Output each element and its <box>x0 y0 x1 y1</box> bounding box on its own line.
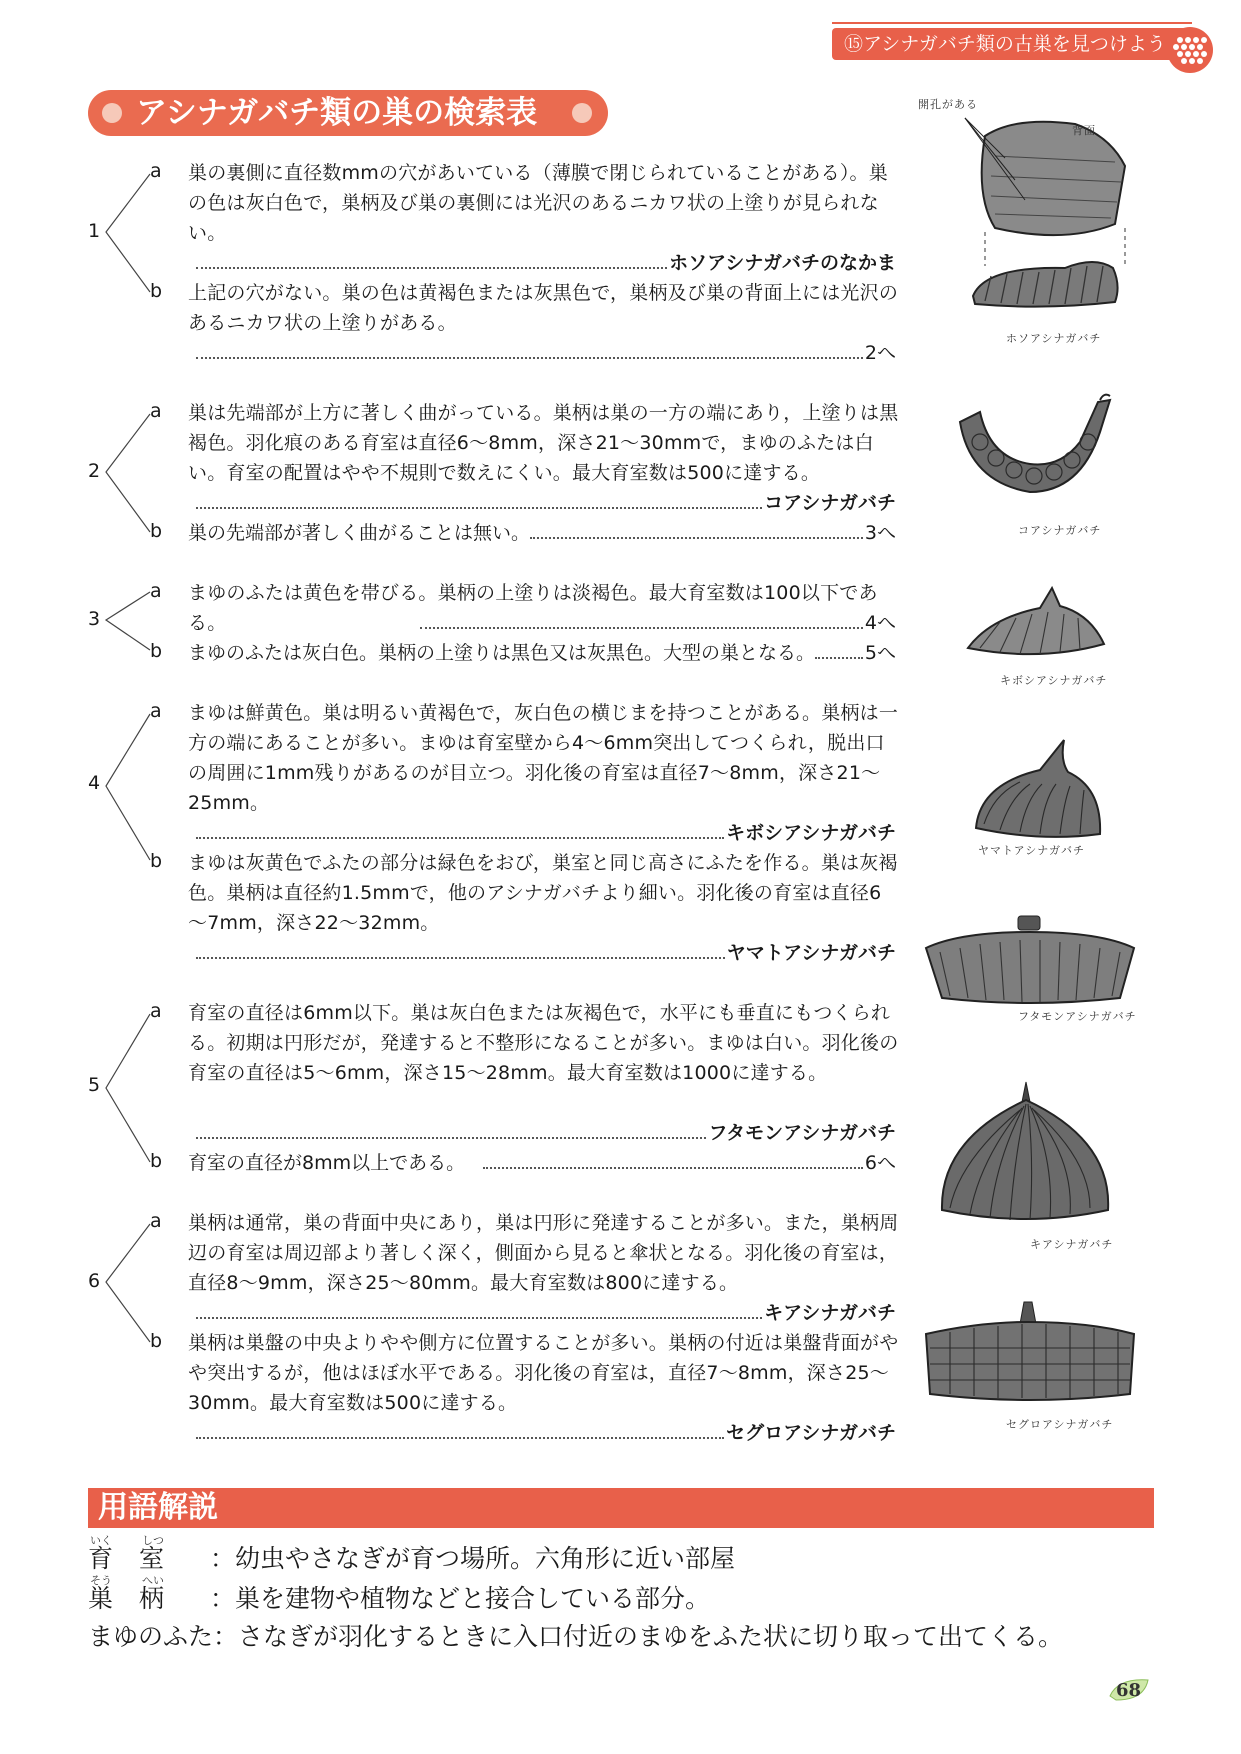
header-rule <box>832 22 1192 24</box>
nest-illustration-futamon <box>920 908 1140 1008</box>
key-text: 育室の直径は6mm以下。巣は灰白色または灰褐色で，水平にも垂直にもつくられる。初期は円形だが，発達すると不整形になることが多い。まゆは白い。羽化後の育室の直径は5～6mm，深さ15～28mm。最大育室数は1000に達する。 <box>188 1002 899 1084</box>
glossary-item <box>88 1582 710 1616</box>
key-leader <box>196 488 896 518</box>
brace-6 <box>104 1222 152 1344</box>
glossary-desc: ：巣を建物や植物などと接合している部分。 <box>210 1584 711 1613</box>
key-option-label: a <box>150 580 162 602</box>
ruby: へい <box>142 1574 164 1587</box>
nest-illustration-kia <box>930 1080 1120 1230</box>
title-dot-right <box>572 103 592 123</box>
page-number: 68 <box>1116 1680 1142 1701</box>
figure-label-hole: 開孔がある <box>918 98 978 111</box>
nest-illustration-kiboshi <box>960 578 1110 668</box>
key-result: コアシナガバチ <box>764 492 896 514</box>
key-option-label: a <box>150 1210 162 1232</box>
key-option-label: a <box>150 160 162 182</box>
key-result: ホソアシナガバチのなかま <box>669 252 896 274</box>
key-result: ヤマトアシナガバチ <box>726 942 896 964</box>
key-leader <box>188 518 896 548</box>
key-leader <box>188 1148 896 1178</box>
key-number: 4 <box>88 772 101 794</box>
figure-caption: ヤマトアシナガバチ <box>978 844 1086 857</box>
key-leader <box>420 608 896 638</box>
key-option-label: b <box>150 1150 163 1172</box>
figure-label-back: 背面 <box>1072 124 1096 137</box>
key-leader <box>196 1118 896 1148</box>
key-option-label: b <box>150 1330 163 1352</box>
key-result: 3へ <box>864 522 896 544</box>
key-leader <box>196 338 896 368</box>
figure-caption: キアシナガバチ <box>1030 1238 1114 1251</box>
page-title-text: アシナガバチ類の巣の検索表 <box>136 95 538 131</box>
key-result: 6へ <box>864 1152 896 1174</box>
brace-3 <box>104 590 152 652</box>
key-result: キボシアシナガバチ <box>726 822 896 844</box>
figure-caption: フタモンアシナガバチ <box>1018 1010 1137 1023</box>
key-text: 巣柄は巣盤の中央よりやや側方に位置することが多い。巣柄の付近は巣盤背面がやや突出するが，他はほぼ水平である。羽化後の育室は，直径7～8mm，深さ25～30mm。最大育室数は500に達する。 <box>188 1332 899 1414</box>
key-number: 5 <box>88 1074 101 1096</box>
title-dot-left <box>102 103 122 123</box>
key-leader <box>188 638 896 668</box>
key-text: まゆのふたは灰白色。巣柄の上塗りは黒色又は灰黒色。大型の巣となる。 <box>188 642 816 664</box>
glossary-item <box>88 1542 735 1576</box>
key-leader <box>196 1298 896 1328</box>
key-option-label: b <box>150 850 163 872</box>
key-leader <box>196 938 896 968</box>
key-text: まゆのふたは黄色を帯びる。巣柄の上塗りは淡褐色。最大育室数は100以下である。 <box>188 582 878 634</box>
glossary-term: 巣柄 <box>88 1584 191 1613</box>
key-text: 巣の裏側に直径数mmの穴があいている（薄膜で閉じられていることがある）。巣の色は灰白色で，巣柄及び巣の裏側には光沢のあるニカワ状の上塗りが見られない。 <box>188 162 888 244</box>
key-result: 2へ <box>864 342 896 364</box>
key-result: フタモンアシナガバチ <box>708 1122 896 1144</box>
key-option-label: a <box>150 1000 162 1022</box>
key-text: 巣柄は通常，巣の背面中央にあり，巣は円形に発達することが多い。また，巣柄周辺の育室は周辺部より著しく深く，側面から見ると傘状となる。羽化後の育室は，直径8～9mm，深さ25～80mm。最大育室数は800に達する。 <box>188 1212 899 1294</box>
key-number: 2 <box>88 460 101 482</box>
key-text: まゆは灰黄色でふたの部分は緑色をおび，巣室と同じ高さにふたを作る。巣は灰褐色。巣柄は直径約1.5mmで，他のアシナガバチより細い。羽化後の育室は直径6～7mm，深さ22～32mm。 <box>188 852 898 934</box>
key-text: 巣は先端部が上方に著しく曲がっている。巣柄は巣の一方の端にあり，上塗りは黒褐色。羽化痕のある育室は直径6～8mm，深さ21～30mmで，まゆのふたは白い。育室の配置はやや不規則で数えにくい。最大育室数は500に達する。 <box>188 402 899 484</box>
nest-illustration-hoso <box>925 96 1145 346</box>
nest-illustration-seguro <box>920 1298 1140 1408</box>
key-text: 上記の穴がない。巣の色は黄褐色または灰黒色で，巣柄及び巣の背面上には光沢のあるニカワ状の上塗りがある。 <box>188 282 899 334</box>
glossary-term: まゆのふた <box>88 1622 214 1651</box>
glossary-heading: 用語解説 <box>88 1488 1154 1528</box>
glossary-desc: ：幼虫やさなぎが育つ場所。六角形に近い部屋 <box>210 1544 736 1573</box>
key-option-label: a <box>150 400 162 422</box>
honeycomb-icon <box>1166 26 1214 74</box>
ruby: そう <box>90 1574 112 1587</box>
brace-5 <box>104 1012 152 1164</box>
key-result: セグロアシナガバチ <box>726 1422 896 1444</box>
nest-illustration-koa <box>950 392 1120 522</box>
key-leader <box>196 1418 896 1448</box>
figure-caption: コアシナガバチ <box>1018 524 1102 537</box>
key-number: 1 <box>88 220 101 242</box>
glossary-item <box>88 1620 1063 1654</box>
brace-2 <box>104 412 152 534</box>
key-number: 6 <box>88 1270 101 1292</box>
glossary-desc: ：さなぎが羽化するときに入口付近のまゆをふた状に切り取って出てくる。 <box>213 1622 1064 1651</box>
key-result: 4へ <box>864 612 896 634</box>
key-text: まゆは鮮黄色。巣は明るい黄褐色で，灰白色の横じまを持つことがある。巣柄は一方の端にあることが多い。まゆは育室壁から4～6mm突出してつくられ，脱出口の周囲に1mm残りがあるのが目立つ。羽化後の育室は直径7～8mm，深さ21～25mm。 <box>188 702 899 814</box>
key-number: 3 <box>88 608 101 630</box>
key-leader <box>196 248 896 278</box>
figure-caption: キボシアシナガバチ <box>1000 674 1108 687</box>
key-text: 育室の直径が8mm以上である。 <box>188 1152 466 1174</box>
brace-1 <box>104 172 152 294</box>
figure-caption: ホソアシナガバチ <box>1006 332 1102 345</box>
page-title <box>88 90 608 136</box>
key-option-label: b <box>150 520 163 542</box>
key-option-label: b <box>150 640 163 662</box>
key-result: キアシナガバチ <box>764 1302 896 1324</box>
nest-illustration-yamato <box>960 738 1110 842</box>
glossary-term: 育室 <box>88 1544 191 1573</box>
chapter-tab: ⑮アシナガバチ類の古巣を見つけよう <box>832 28 1192 60</box>
figure-caption: セグロアシナガバチ <box>1006 1418 1114 1431</box>
key-result: 5へ <box>864 642 896 664</box>
key-option-label: b <box>150 280 163 302</box>
key-leader <box>196 818 896 848</box>
key-text: 巣の先端部が著しく曲がることは無い。 <box>188 522 531 544</box>
ruby: いく <box>90 1534 112 1547</box>
key-option-label: a <box>150 700 162 722</box>
ruby: しつ <box>142 1534 164 1547</box>
brace-4 <box>104 712 152 862</box>
